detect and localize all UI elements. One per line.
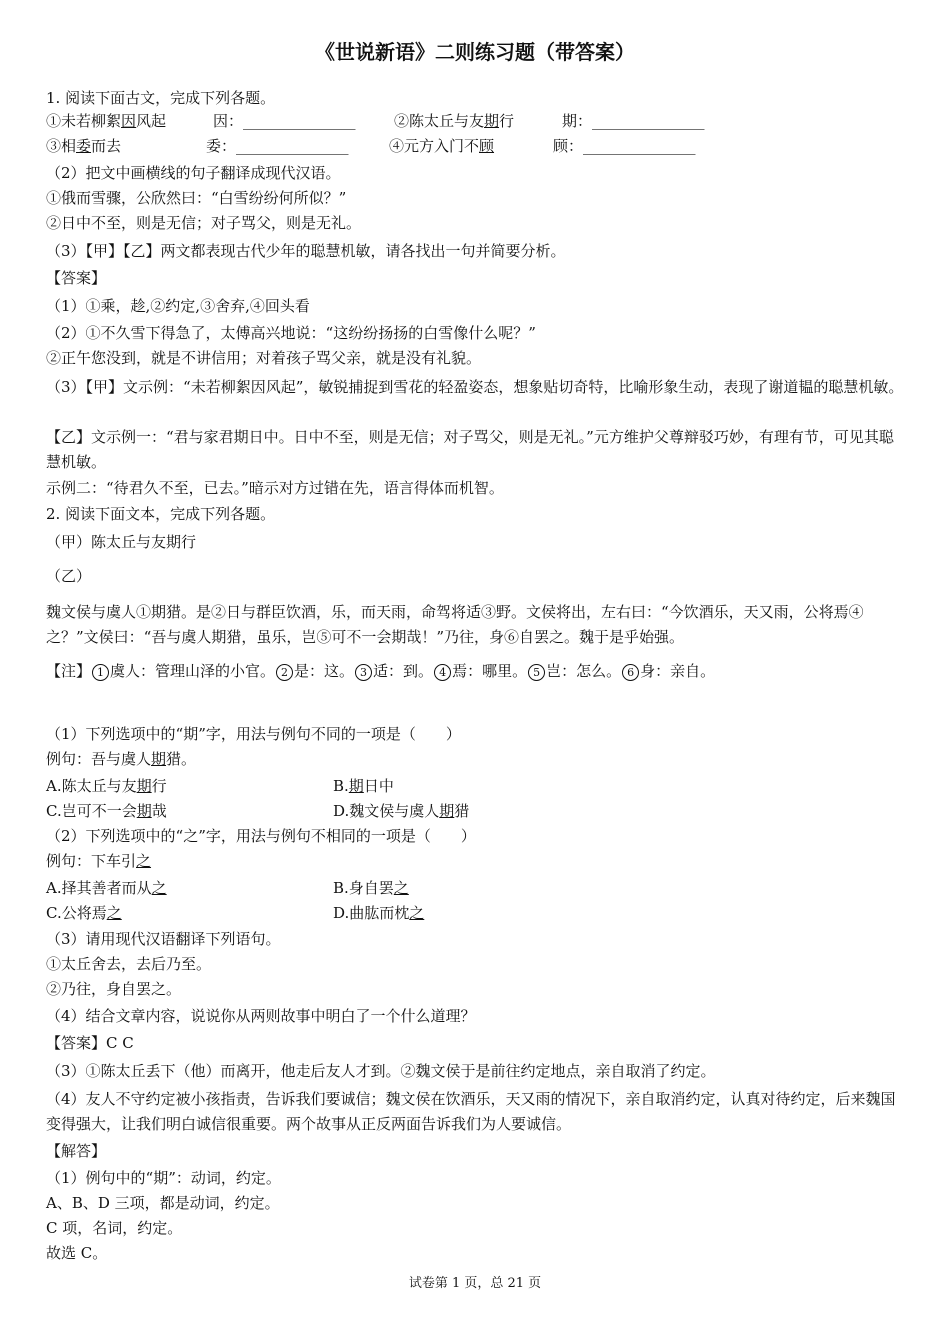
q2-explanation-label: 【解答】 [46, 1142, 107, 1160]
q2-sub-3-sentence-2: ②乃往，身自罢之。 [46, 980, 182, 998]
q2-sub-2-example: 例句：下车引之 [46, 852, 152, 870]
q2-sub-3-sentence-1: ①太丘舍去，去后乃至。 [46, 955, 212, 973]
q2-passage: 魏文侯与虞人①期猎。是②日与群臣饮酒，乐，而天雨，命驾将适③野。文侯将出，左右曰：“今饮酒乐，天又雨，公将焉④之？”文侯曰：“吾与虞人期猎，虽乐，岂⑤可不一会期哉！”乃往，身⑥自罢之。魏于是乎始强。 [46, 603, 864, 646]
q2-sub-2: （2）下列选项中的“之”字，用法与例句不相同的一项是（ ） [46, 827, 476, 845]
q1-word-1: ①未若柳絮因风起 [46, 112, 167, 130]
q2-sub-1-option-a[interactable]: A.陈太丘与友期行 [46, 777, 167, 795]
q2-sub-1-option-d[interactable]: D.魏文侯与虞人期猎 [333, 802, 470, 820]
q2-answer-4: （4）友人不守约定被小孩指责，告诉我们要诚信；魏文侯在饮酒乐，天又雨的情况下，亲自取消约定，认真对待约定，后来魏国变得强大，让我们明白诚信很重要。两个故事从正反两面告诉我们为人要诚信。 [46, 1090, 896, 1133]
q1-intro: 1. 阅读下面古文，完成下列各题。 [46, 89, 276, 107]
q1-blank-2[interactable]: 期：_______________ [562, 112, 705, 130]
q2-explanation-2: A、B、D 三项，都是动词，约定。 [46, 1194, 280, 1212]
page-title: 《世说新语》二则练习题（带答案） [315, 40, 635, 64]
q2-sub-2-option-b[interactable]: B.身自罢之 [333, 879, 409, 897]
q1-part-2: （2）把文中画横线的句子翻译成现代汉语。 [46, 164, 341, 182]
q2-notes: 【注】 1 虞人：管理山泽的小官。 2 是：这。 3 适：到。 4 焉：哪里。 5 岂：怎么。 6 身：亲自。 [46, 662, 716, 680]
q2-intro: 2. 阅读下面文本，完成下列各题。 [46, 505, 276, 523]
q2-sub-1-example: 例句：吾与虞人期猎。 [46, 750, 197, 768]
q2-sub-4: （4）结合文章内容，说说你从两则故事中明白了一个什么道理？ [46, 1007, 476, 1025]
q1-answer-label: 【答案】 [46, 269, 107, 287]
q1-answer-3: （3）【甲】文示例：“未若柳絮因风起”，敏锐捕捉到雪花的轻盈姿态，想象贴切奇特，比喻形象生动，表现了谢道韫的聪慧机敏。 [46, 378, 904, 396]
q1-blank-1[interactable]: 因：_______________ [213, 112, 356, 130]
q2-sub-1-option-b[interactable]: B.期日中 [333, 777, 394, 795]
q1-answer-3b: 【乙】文示例一：“君与家君期日中。日中不至，则是无信；对子骂父，则是无礼。”元方维护父尊辩驳巧妙，有理有节，可见其聪慧机敏。 [46, 428, 894, 471]
q2-explanation-4: 故选 C。 [46, 1244, 108, 1262]
q1-word-2: ②陈太丘与友期行 [394, 112, 515, 130]
q1-answer-3c: 示例二：“待君久不至，已去。”暗示对方过错在先，语言得体而机智。 [46, 479, 504, 497]
q1-word-4: ④元方入门不顾 [389, 137, 495, 155]
q2-answer: 【答案】C C [46, 1034, 134, 1052]
page-footer: 试卷第 1 页，总 21 页 [408, 1276, 542, 1291]
q1-answer-1: （1）①乘，趁,②约定,③舍弃,④回头看 [46, 297, 310, 315]
q2-explanation-3: C 项，名词，约定。 [46, 1219, 183, 1237]
q2-sub-1: （1）下列选项中的“期”字，用法与例句不同的一项是（ ） [46, 725, 461, 743]
q1-answer-2: （2）①不久雪下得急了，太傅高兴地说：“这纷纷扬扬的白雪像什么呢？” [46, 324, 536, 342]
q1-part-3: （3）【甲】【乙】两文都表现古代少年的聪慧机敏，请各找出一句并简要分析。 [46, 242, 566, 260]
q1-sentence-1: ①俄而雪骤，公欣然曰：“白雪纷纷何所似？” [46, 189, 347, 207]
q1-sentence-2: ②日中不至，则是无信；对子骂父，则是无礼。 [46, 214, 362, 232]
q2-sub-2-option-d[interactable]: D.曲肱而枕之 [333, 904, 425, 922]
q2-text-yi: （乙） [46, 567, 92, 585]
q2-explanation-1: （1）例句中的“期”：动词，约定。 [46, 1169, 281, 1187]
q1-blank-4[interactable]: 顾：_______________ [553, 137, 696, 155]
q1-answer-2b: ②正午您没到，就是不讲信用；对着孩子骂父亲，就是没有礼貌。 [46, 349, 482, 367]
q2-sub-2-option-a[interactable]: A.择其善者而从之 [46, 879, 167, 897]
q2-answer-3: （3）①陈太丘丢下（他）而离开，他走后友人才到。②魏文侯于是前往约定地点，亲自取消了约定。 [46, 1062, 716, 1080]
q2-sub-1-option-c[interactable]: C.岂可不一会期哉 [46, 802, 167, 820]
q1-word-3: ③相委而去 [46, 137, 122, 155]
q1-blank-3[interactable]: 委：_______________ [206, 137, 349, 155]
q2-text-jia: （甲）陈太丘与友期行 [46, 533, 197, 551]
q2-sub-3: （3）请用现代汉语翻译下列语句。 [46, 930, 281, 948]
q2-sub-2-option-c[interactable]: C.公将焉之 [46, 904, 122, 922]
